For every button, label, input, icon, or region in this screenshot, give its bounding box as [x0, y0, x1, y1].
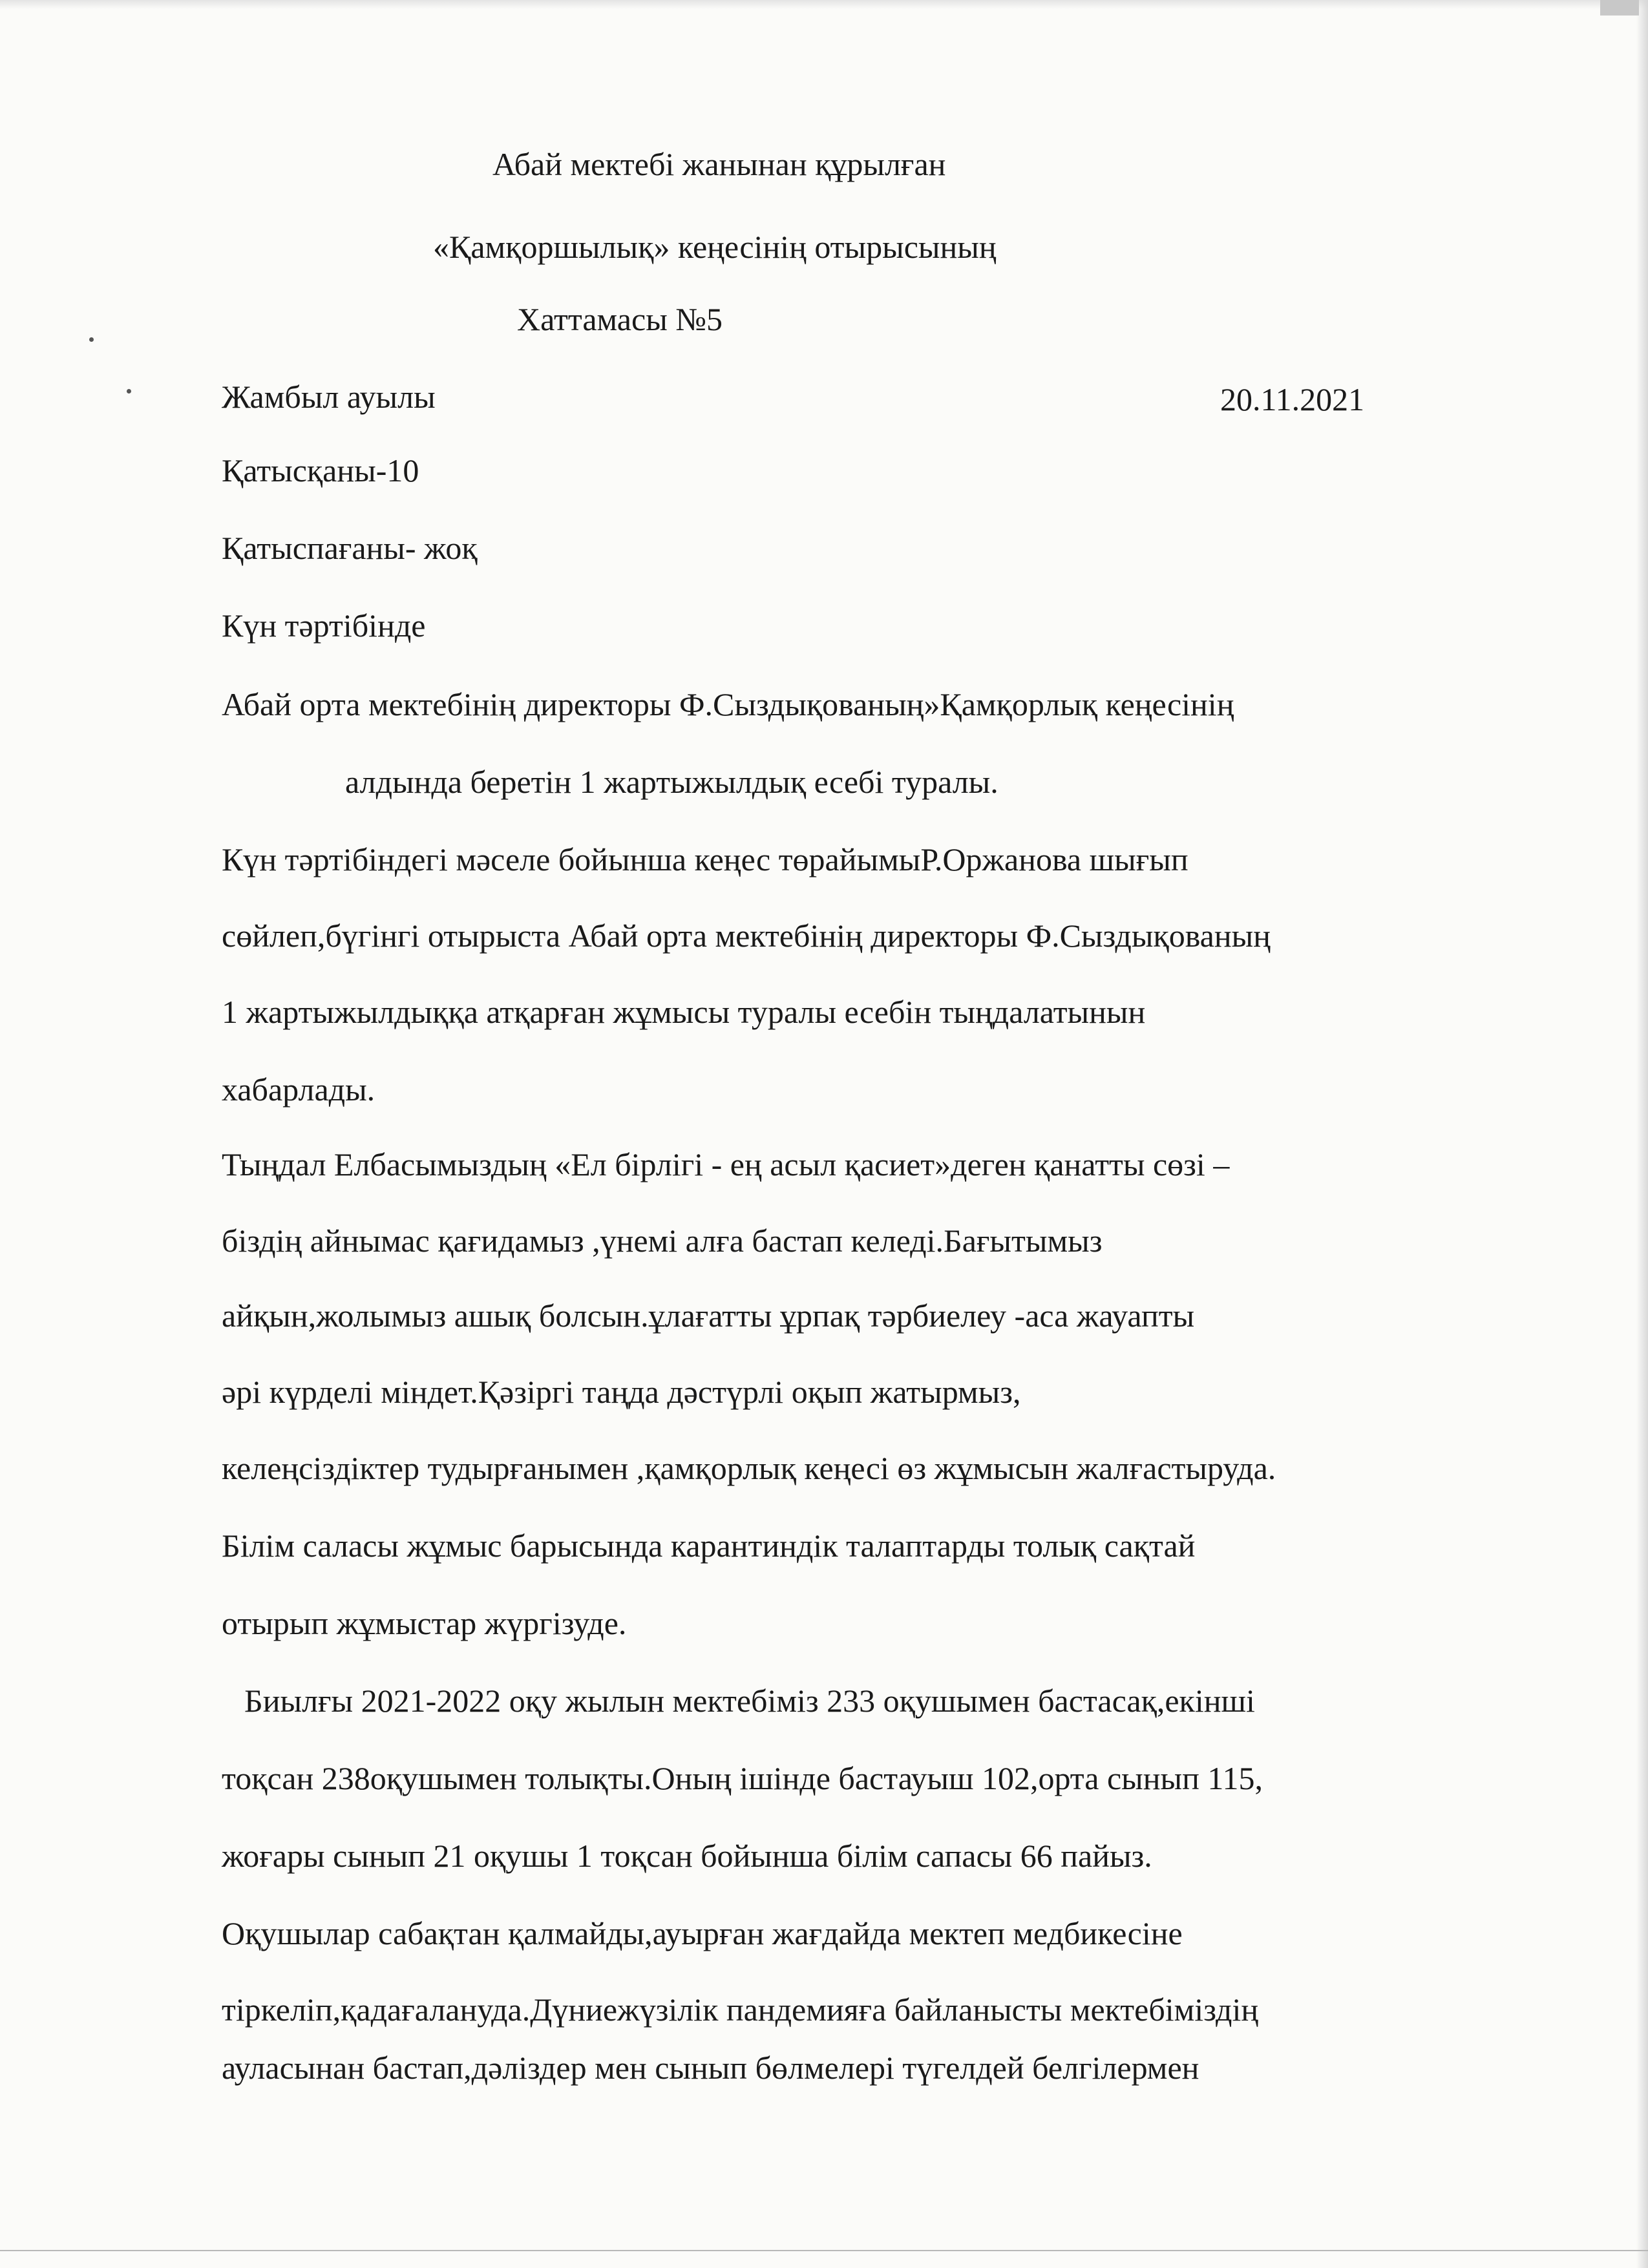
body-line: ауласынан бастап,дәліздер мен сынып бөлмелері түгелдей белгілермен [222, 2050, 1199, 2086]
body-line: Білім саласы жұмыс барысында карантиндік талаптарды толық сақтай [222, 1528, 1196, 1564]
body-line: Оқушылар сабақтан қалмайды,ауырған жағдайда мектеп медбикесіне [222, 1915, 1183, 1951]
body-line: 1 жартыжылдыққа атқарған жұмысы туралы есебін тыңдалатынын [222, 994, 1146, 1030]
body-line: жоғары сынып 21 оқушы 1 тоқсан бойынша білім сапасы 66 пайыз. [222, 1838, 1152, 1874]
body-line: біздің айнымас қағидамыз ,үнемі алға бастап келеді.Бағытымыз [222, 1223, 1103, 1259]
body-line: хабарлады. [222, 1071, 375, 1108]
agenda-line-1: Абай орта мектебінің директоры Ф.Сыздықованың»Қамқорлық кеңесінің [222, 686, 1234, 722]
body-line: әрі күрделі міндет.Қәзіргі таңда дәстүрлі оқып жатырмыз, [222, 1374, 1021, 1410]
title-line-3: Хаттамасы №5 [517, 301, 723, 337]
body-line: Тыңдал Елбасымыздың «Ел бірлігі - ең асыл қасиет»деген қанатты сөзі – [222, 1146, 1230, 1182]
body-line: Күн тәртібіндегі мәселе бойынша кеңес төрайымыР.Оржанова шығып [222, 841, 1188, 877]
scan-speck [89, 337, 94, 342]
scan-edge-top [0, 0, 1648, 9]
body-line: тоқсан 238оқушымен толықты.Оның ішінде бастауыш 102,орта сынып 115, [222, 1760, 1263, 1796]
body-line: тіркеліп,қадағалануда.Дүниежүзілік пандемияға байланысты мектебіміздің [222, 1991, 1259, 2028]
attended-count: Қатысқаны-10 [222, 452, 419, 488]
title-line-1: Абай мектебі жанынан құрылған [492, 146, 946, 182]
absent-count: Қатыспағаны- жоқ [222, 530, 478, 566]
date: 20.11.2021 [1220, 381, 1365, 417]
body-line: айқын,жолымыз ашық болсын.ұлағатты ұрпақ тәрбиелеу -аса жауапты [222, 1297, 1195, 1334]
body-line: отырып жұмыстар жүргізуде. [222, 1605, 627, 1641]
place: Жамбыл ауылы [222, 379, 436, 415]
body-line: Биылғы 2021-2022 оқу жылын мектебіміз 233 оқушымен бастасақ,екінші [244, 1683, 1255, 1719]
title-line-2: «Қамқоршылық» кеңесінің отырысының [433, 229, 997, 265]
body-line: сөйлеп,бүгінгі отырыста Абай орта мектебінің директоры Ф.Сыздықованың [222, 918, 1271, 954]
agenda-line-2: алдында беретін 1 жартыжылдық есебі туралы. [345, 764, 998, 800]
scan-edge-bottom [0, 2250, 1648, 2251]
scan-speck [127, 389, 131, 394]
scan-mark [1600, 0, 1639, 16]
agenda-heading: Күн тәртібінде [222, 607, 426, 644]
scan-edge-right [1636, 0, 1648, 2268]
body-line: келеңсіздіктер тудырғанымен ,қамқорлық кеңесі өз жұмысын жалғастыруда. [222, 1450, 1276, 1486]
